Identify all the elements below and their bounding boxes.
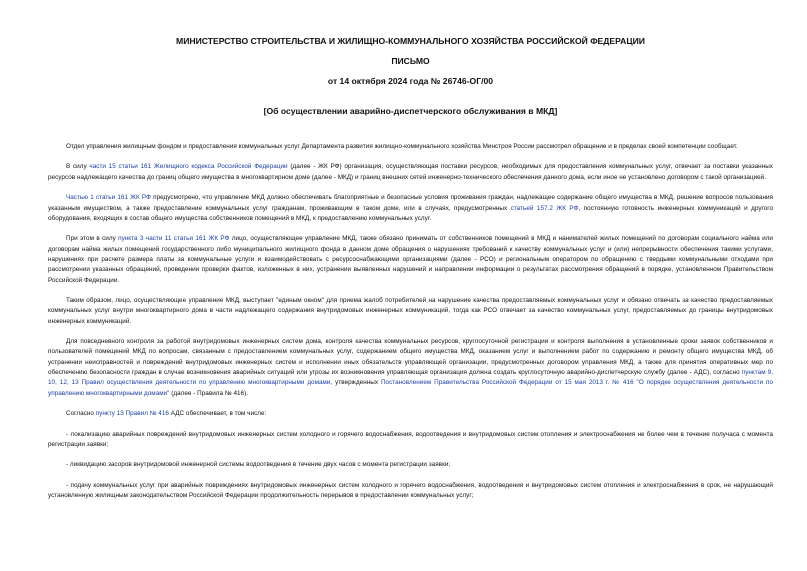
link-part1-art161-zhk[interactable]: Частью 1 статьи 161 ЖК РФ (66, 194, 151, 202)
paragraph-text: В силу (66, 163, 90, 171)
list-item-localization: - локализацию аварийных повреждений внутридомовых инженерных систем холодного и горячего водоснабжения, водоотведения и внутридомовых систем отопления и электроснабжения не более чем в течение получаса с момента регистрации заявки; (48, 430, 773, 448)
document-date-number: от 14 октября 2024 года № 26746-ОГ/00 (327, 76, 494, 86)
paragraph-text: (далее - Правила № 416). (169, 389, 249, 397)
paragraph-text: АДС обеспечивает, в том числе: (168, 410, 267, 418)
link-resolution-416[interactable]: Постановлением Правительства Российской Федерации от 15 мая 2013 г. № 416 "О порядке осуществления деятельности по управлению многоквартирными домами" (48, 379, 773, 397)
paragraph-text: предусмотрено, что управление МКД должно обеспечивать благоприятные и безопасные условия проживания граждан, надлежащее содержание общего имущества в МКД, решение вопросов пользования указанным имуществом, а также предоставление коммунальных услуг гражданам, проживающим в таком доме, или в случаях, предусмотренных (48, 194, 773, 212)
document-subject: [Об осуществлении аварийно-диспетчерского обслуживания в МКД] (263, 106, 558, 116)
link-art157-2-zhk[interactable]: статьей 157.2 ЖК РФ (510, 204, 579, 212)
paragraph-text: (далее - ЖК РФ) организация, осуществляющая поставки ресурсов, необходимых для предоставления коммунальных услуг, отвечает за поставки указанных ресурсов надлежащего качества до границ общего имущества в многоквартирном доме (далее - МКД) и границ внешних сетей инженерно-технического обеспечения данного дома, если иное не установлено договором с такой организацией. (48, 163, 773, 181)
paragraph-intro: Отдел управления жилищным фондом и предоставления коммунальных услуг Департамента развития жилищно-коммунального хозяйства Минстроя России рассмотрел обращение и в пределах своей компетенции сообщает. (66, 143, 738, 150)
paragraph-text: При этом в силу (66, 235, 119, 243)
paragraph-text: лицо, осуществляющее управление МКД, также обязано принимать от собственников помещений в МКД и нанимателей жилых помещений по договорам социального найма или договорам найма жилых помещений государственного либо муниципального жилищного фонда в данном доме обращения о нарушениях требований к качеству коммунальных услуг и (или) непрерывности обеспечения такими услугами, нарушениях при расчете размера платы за коммунальные услуги и взаимодействовать с ресурсоснабжающими организациями (далее - РСО) и региональным оператором по обращению с твердыми коммунальными отходами при рассмотрении указанных обращений, проведении проверки фактов, изложенных в них, устранении выявленных нарушений и направлении информации о результатах рассмотрения обращений в порядке, установленном Правительством Российской Федерации. (48, 235, 773, 284)
link-item13-rules-416[interactable]: пункту 13 Правил № 416 (95, 410, 169, 418)
paragraph-ads-provides (48, 409, 773, 419)
list-item-supply: - подачу коммунальных услуг при аварийных повреждениях внутридомовых инженерных систем холодного и горячего водоснабжения, водоотведения и внутридомовых систем отопления и электроснабжения в срок, не нарушающий установленную жилищным законодательством Российской Федерации продолжительность перерывов в предоставлении коммунальных услуг; (48, 481, 773, 500)
paragraph-text: Согласно (66, 410, 96, 418)
paragraph-text: , постоянную готовность инженерных коммуникаций и другого оборудования, входящих в состав общего имущества собственников помещений в МКД, к предоставлению коммунальных услуг. (48, 204, 774, 222)
link-item3-part11-art161[interactable]: пункта 3 части 11 статьи 161 ЖК РФ (118, 235, 230, 243)
paragraph-part1 (48, 193, 773, 224)
paragraph-ads (48, 337, 773, 399)
list-item-blockages: - ликвидацию засоров внутридомовой инженерной системы водоотведения в течение двух часов с момента регистрации заявки; (66, 461, 451, 469)
paragraph-text: Для повседневного контроля за работой внутридомовых инженерных систем дома, контроля качества коммунальных ресурсов, круглосуточной регистрации и контроля выполнения в установленные сроки заявок собственников и пользователей помещений МКД по вопросам, связанным с предоставлением коммунальных услуг, содержанием общего имущества МКД, оказанием услуг и выполнением работ по содержанию и ремонту общего имущества МКД, об устранении неисправностей и повреждений внутридомовых инженерных систем и исполнении иных обязательств управляющей организации, предусмотренных договором управления МКД, а также для принятия оперативных мер по обеспечению безопасности граждан в случае возникновения аварийных ситуаций или угрозы их возникновения управляющая организация должна создать круглосуточную аварийно-диспетчерскую службу (далее - АДС), согласно (48, 338, 773, 376)
paragraph-part15 (48, 162, 773, 183)
link-rules-items[interactable]: пунктам 9, 10, 12, 13 Правил осуществления деятельности по управлению многоквартирными домами (48, 368, 773, 387)
paragraph-obligations (48, 234, 773, 285)
document-type: ПИСЬМО (391, 56, 430, 66)
ministry-title: МИНИСТЕРСТВО СТРОИТЕЛЬСТВА И ЖИЛИЩНО-КОММУНАЛЬНОГО ХОЗЯЙСТВА РОССИЙСКОЙ ФЕДЕРАЦИИ (176, 36, 645, 46)
link-part15-art161-zhk[interactable]: части 15 статьи 161 Жилищного кодекса Российской Федерации (89, 163, 288, 171)
paragraph-single-window: Таким образом, лицо, осуществляющее управление МКД, выступает "единым окном" для приема жалоб потребителей на нарушение качества предоставляемых коммунальных услуг и обязано отвечать за качество предоставляемых коммунальных услуг внутри многоквартирного дома в части надлежащего содержания внутридомовых инженерных коммуникаций, тогда как РСО отвечает за качество коммунальных услуг, предоставляемых до границы внутридомовых инженерных коммуникаций. (48, 297, 773, 325)
paragraph-text: , утвержденных (330, 379, 381, 387)
